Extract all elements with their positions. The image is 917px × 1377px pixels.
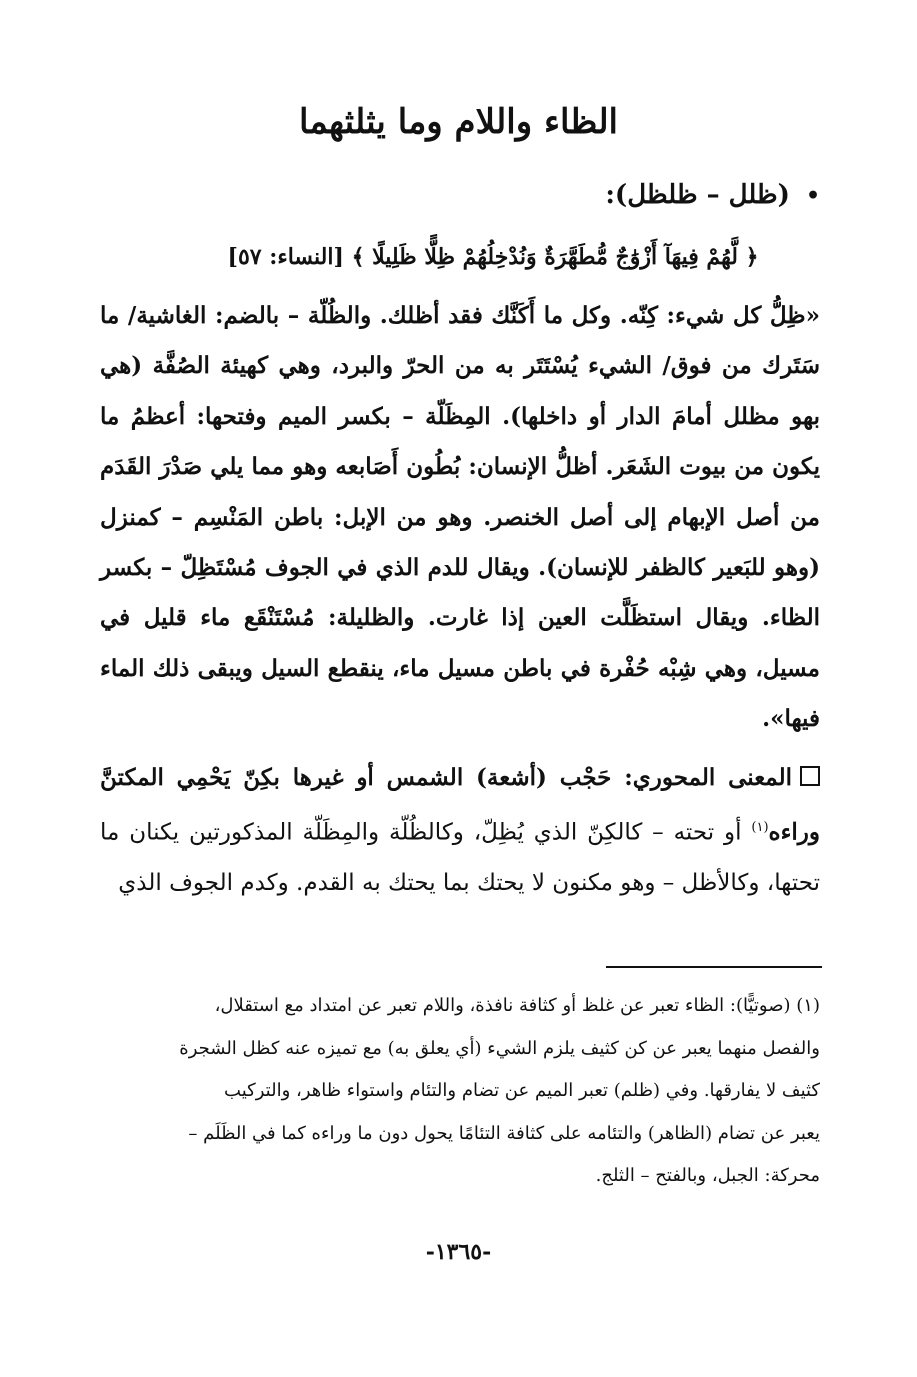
footnote-line: محركة: الجبل، وبالفتح – الثلج. xyxy=(595,1165,820,1186)
core-meaning-paragraph xyxy=(100,753,820,909)
footnote-line: كثيف لا يفارقها. وفي (ظلم) تعبر الميم عن تضام والتئام واستواء ظاهر، والتركيب xyxy=(224,1080,820,1101)
footnote-line: والفصل منهما يعبر عن كن كثيف يلزم الشيء (أي يعلق به) مع تميزه عنه كظل الشجرة xyxy=(179,1037,820,1059)
footnote-number: (١) xyxy=(796,995,820,1016)
footnote xyxy=(100,985,820,1198)
core-meaning-label: المعنى المحوري: xyxy=(624,763,792,791)
bullet-icon: • xyxy=(805,183,820,209)
body-text xyxy=(100,291,820,909)
footnote-line: يعبر عن تضام (الظاهر) والتئامه على كثافة التئامًا يحول دون ما وراءه كما في الظَلَم – xyxy=(188,1122,820,1144)
entry-root-label: (ظلل – ظلظل): xyxy=(605,180,790,210)
definition-paragraph: «ظِلُّ كل شيء: كِنّه. وكل ما أَكَنَّك فقد أظلك. والظُلّة – بالضم: الغاشية/ ما سَتَرك من فوق/ الشيء يُسْتَتَر به من الحرّ والبرد، وهي كهيئة الصُفَّة (هي بهو مظلل أمامَ الدار أو داخلها). المِظَلّة – بكسر الميم وفتحها: أعظمُ ما يكون من بيوت الشَعَر. أظلُّ الإنسان: بُطُون أَصَابعه وهو مما يلي صَدْرَ القَدَم من أصل الإبهام إلى أصل الخنصر. وهو من الإبل: باطن المَنْسِم – كمنزل (وهو للبَعير كالظفر للإنسان). ويقال للدم الذي في الجوف مُسْتَظِلّ – بكسر الظاء. ويقال استظَلَّت العين إذا غارت. والظليلة: مُسْتَنْقَع ماء قليل في مسيل، وهي شِبْه حُفْرة في باطن مسيل ماء، ينقطع السيل ويبقى ذلك الماء فيها». xyxy=(100,302,820,733)
core-meaning-text: حَجْب (أشعة) الشمس أو غيرها بكِنّ يَحْمِي المكتنَّ وراءه xyxy=(100,763,820,846)
square-marker-icon xyxy=(800,766,820,786)
page-title: الظاء واللام وما يثلثهما xyxy=(298,102,619,142)
footnote-divider xyxy=(606,966,822,968)
page-number: -١٣٦٥- xyxy=(425,1239,492,1265)
entry-heading xyxy=(605,172,820,219)
quran-verse: ﴿ لَّهُمْ فِيهَآ أَزْوَٰجٌ مُّطَهَّرَةٌ وَنُدْخِلُهُمْ ظِلًّا ظَلِيلًا ﴾ [النساء: ٥٧] xyxy=(227,244,759,270)
footnote-line: (١) (صوتيًّا): الظاء تعبر عن غلظ أو كثافة نافذة، واللام تعبر عن امتداد مع استقلال، xyxy=(214,995,820,1016)
core-meaning-continuation: أو تحته – كالكِنّ الذي يُظِلّ، وكالظُلّة والمِظَلّة المذكورتين يكنان ما تحتها، وكالأظل – وهو مكنون لا يحتك بما يحتك به القدم. وكدم الجوف الذي xyxy=(100,819,820,897)
footnote-reference: (١) xyxy=(751,820,769,836)
